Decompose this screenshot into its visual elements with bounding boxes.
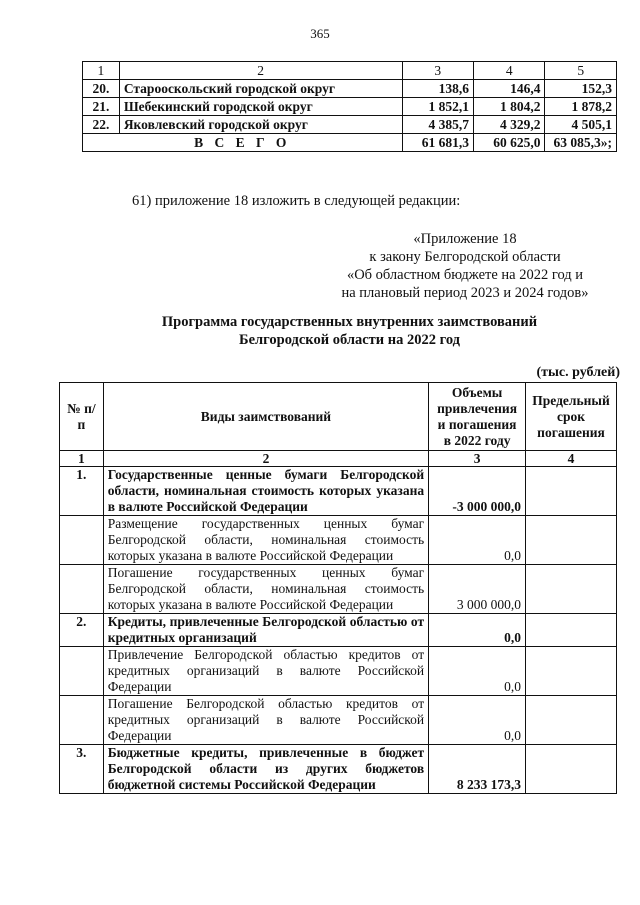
table-row xyxy=(60,516,617,565)
row-value: 8 233 173,3 xyxy=(429,745,526,794)
row-description: Погашение государственных ценных бумаг Белгородской области, номинальная стоимость которых указана в валюте Российской Федерации xyxy=(103,565,428,614)
table-row xyxy=(83,116,617,134)
row-number: 22. xyxy=(83,116,120,134)
row-term xyxy=(526,647,617,696)
row-description: Размещение государственных ценных бумаг Белгородской области, номинальная стоимость которых указана в валюте Российской Федерации xyxy=(103,516,428,565)
column-index: 4 xyxy=(526,451,617,467)
row-term xyxy=(526,565,617,614)
row-description: Бюджетные кредиты, привлеченные в бюджет Белгородской области из других бюджетов бюджетной системы Российской Федерации xyxy=(103,745,428,794)
column-index: 3 xyxy=(402,62,473,80)
document-title xyxy=(82,313,617,349)
row-value: 3 000 000,0 xyxy=(429,565,526,614)
row-description: Государственные ценные бумаги Белгородской области, номинальная стоимость которых указана в валюте Российской Федерации xyxy=(103,467,428,516)
row-number: 1. xyxy=(60,467,104,516)
row-term xyxy=(526,696,617,745)
municipality-name: Яковлевский городской округ xyxy=(119,116,402,134)
header-volumes: Объемы привлечения и погашения в 2022 году xyxy=(429,383,526,451)
appendix-line: на плановый период 2023 и 2024 годов» xyxy=(341,285,589,301)
table-row xyxy=(60,614,617,647)
municipality-name: Старооскольский городской округ xyxy=(119,80,402,98)
row-term xyxy=(526,745,617,794)
row-number xyxy=(60,565,104,614)
table-row xyxy=(83,98,617,116)
header-number: № п/п xyxy=(60,383,104,451)
value-cell: 1 878,2 xyxy=(545,98,617,116)
row-value: 0,0 xyxy=(429,647,526,696)
row-number: 3. xyxy=(60,745,104,794)
value-cell: 4 505,1 xyxy=(545,116,617,134)
column-index: 3 xyxy=(429,451,526,467)
table-row xyxy=(60,696,617,745)
row-number: 21. xyxy=(83,98,120,116)
total-row xyxy=(83,134,617,152)
row-description: Погашение Белгородской областью кредитов от кредитных организаций в валюте Российской Федерации xyxy=(103,696,428,745)
column-index: 2 xyxy=(103,451,428,467)
table-row xyxy=(60,745,617,794)
header-term: Предельный срок погашения xyxy=(526,383,617,451)
row-term xyxy=(526,614,617,647)
total-value: 61 681,3 xyxy=(402,134,473,152)
row-number: 2. xyxy=(60,614,104,647)
value-cell: 152,3 xyxy=(545,80,617,98)
table-header-row xyxy=(60,383,617,451)
row-number xyxy=(60,696,104,745)
row-value: 0,0 xyxy=(429,696,526,745)
row-number xyxy=(60,516,104,565)
column-index: 2 xyxy=(119,62,402,80)
total-value: 60 625,0 xyxy=(474,134,545,152)
table-row xyxy=(60,647,617,696)
appendix-caption xyxy=(300,230,630,302)
column-index: 5 xyxy=(545,62,617,80)
value-cell: 146,4 xyxy=(474,80,545,98)
value-cell: 138,6 xyxy=(402,80,473,98)
header-borrowing-type: Виды заимствований xyxy=(103,383,428,451)
row-value: 0,0 xyxy=(429,516,526,565)
value-cell: 4 385,7 xyxy=(402,116,473,134)
column-index: 1 xyxy=(83,62,120,80)
total-label: В С Е Г О xyxy=(83,134,403,152)
table-row xyxy=(60,467,617,516)
row-description: Привлечение Белгородской областью кредитов от кредитных организаций в валюте Российской Федерации xyxy=(103,647,428,696)
appendix-line: к закону Белгородской области xyxy=(369,249,561,265)
amendment-paragraph: 61) приложение 18 изложить в следующей редакции: xyxy=(132,193,461,209)
title-line: Программа государственных внутренних заимствований xyxy=(161,314,538,330)
row-term xyxy=(526,467,617,516)
row-description: Кредиты, привлеченные Белгородской областью от кредитных организаций xyxy=(103,614,428,647)
units-label: (тыс. рублей) xyxy=(536,365,620,380)
table-row xyxy=(60,565,617,614)
column-index-row xyxy=(60,451,617,467)
subsidy-table xyxy=(82,61,617,152)
appendix-line: «Об областном бюджете на 2022 год и xyxy=(346,267,584,283)
value-cell: 1 804,2 xyxy=(474,98,545,116)
title-line: Белгородской области на 2022 год xyxy=(239,332,460,348)
row-term xyxy=(526,516,617,565)
column-index: 4 xyxy=(474,62,545,80)
row-value: 0,0 xyxy=(429,614,526,647)
appendix-line: «Приложение 18 xyxy=(413,231,517,247)
column-index: 1 xyxy=(60,451,104,467)
value-cell: 1 852,1 xyxy=(402,98,473,116)
page-number: 365 xyxy=(310,26,330,41)
row-number xyxy=(60,647,104,696)
value-cell: 4 329,2 xyxy=(474,116,545,134)
table-row xyxy=(83,80,617,98)
row-number: 20. xyxy=(83,80,120,98)
municipality-name: Шебекинский городской округ xyxy=(119,98,402,116)
row-value: -3 000 000,0 xyxy=(429,467,526,516)
table-header-row xyxy=(83,62,617,80)
total-value: 63 085,3»; xyxy=(545,134,617,152)
borrowing-program-table xyxy=(59,382,617,794)
